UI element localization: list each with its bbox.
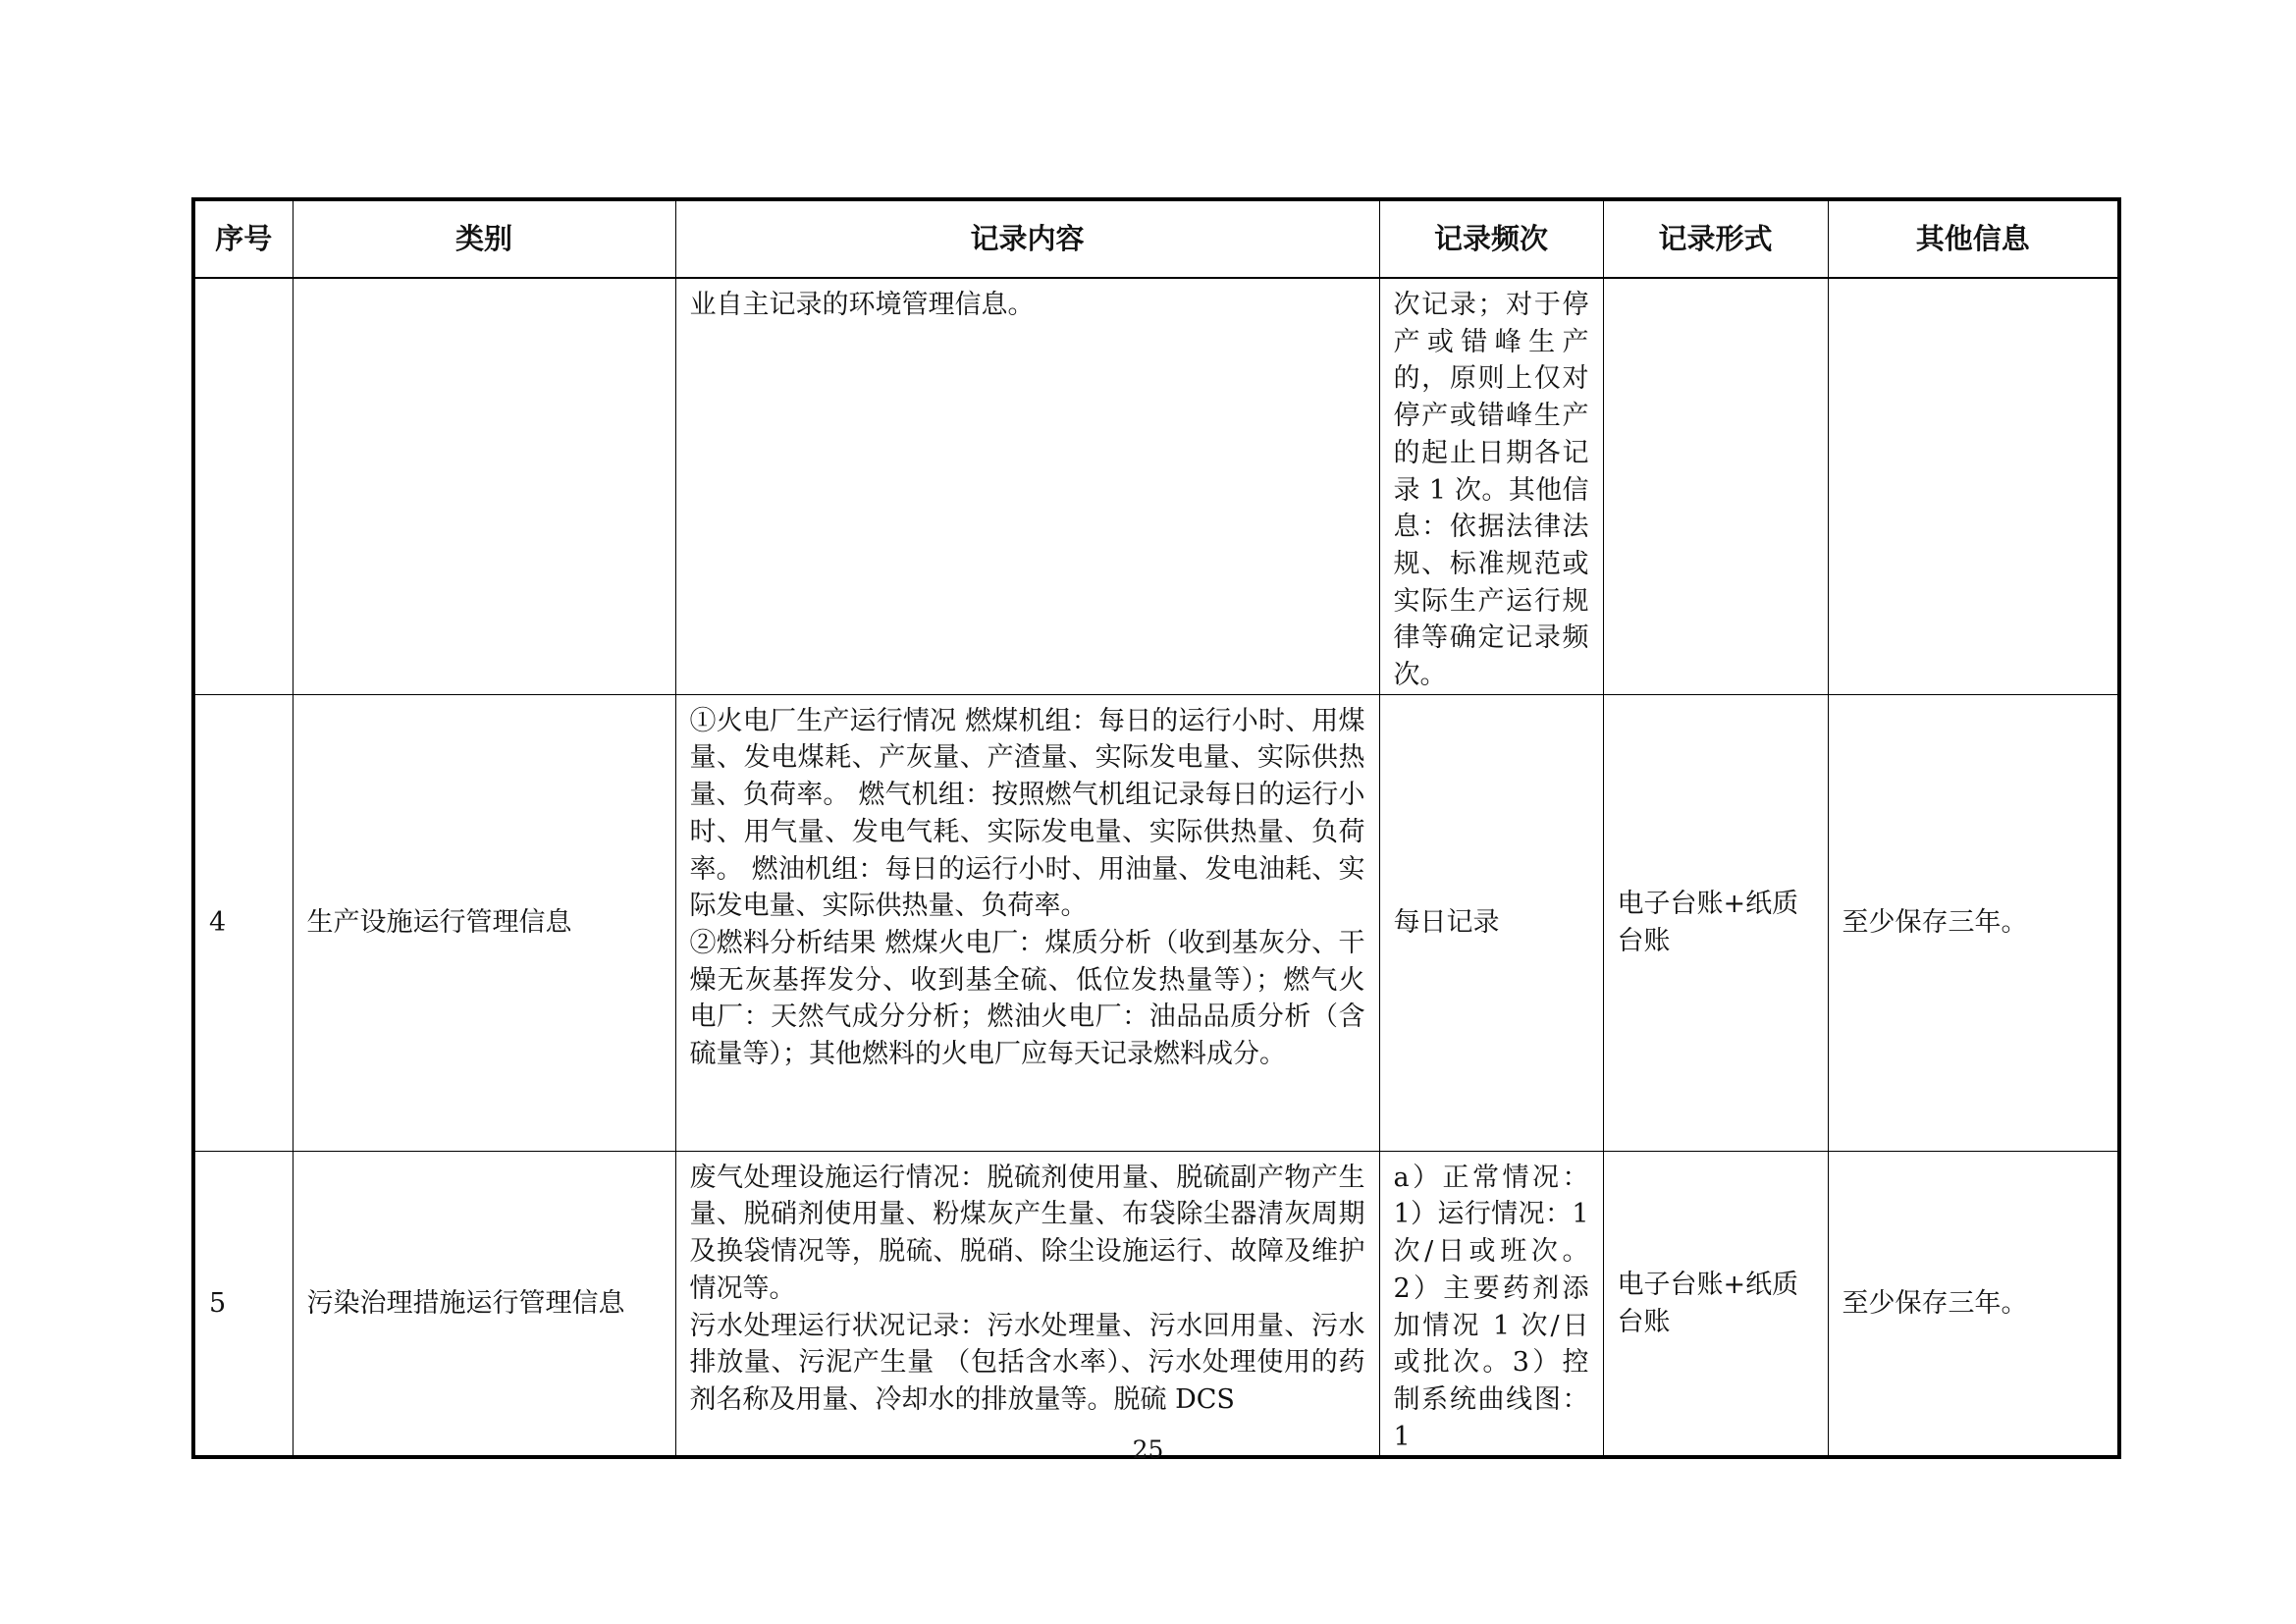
content-paragraph: 业自主记录的环境管理信息。 xyxy=(689,290,1035,320)
cell-category xyxy=(293,278,675,694)
cell-other-info: 至少保存三年。 xyxy=(1828,1151,2119,1457)
page-number: 25 xyxy=(1132,1435,1164,1464)
header-record-content: 记录内容 xyxy=(675,199,1379,278)
content-paragraph: 污水处理运行状况记录：污水处理量、污水回用量、污水排放量、污泥产生量 （包括含水率）、污水处理使用的药剂名称及用量、冷却水的排放量等。脱硫 DCS xyxy=(689,1310,1365,1415)
cell-serial-no xyxy=(193,278,293,694)
table-header-row xyxy=(193,199,2119,278)
cell-category: 生产设施运行管理信息 xyxy=(293,694,675,1151)
cell-other-info: 至少保存三年。 xyxy=(1828,694,2119,1151)
header-record-frequency: 记录频次 xyxy=(1379,199,1603,278)
table-row xyxy=(193,1151,2119,1457)
table-row xyxy=(193,278,2119,694)
cell-record-frequency: 每日记录 xyxy=(1379,694,1603,1151)
record-table xyxy=(191,197,2121,1459)
cell-other-info xyxy=(1828,278,2119,694)
cell-record-form: 电子台账+纸质台账 xyxy=(1603,694,1828,1151)
cell-serial-no: 5 xyxy=(193,1151,293,1457)
cell-record-form: 电子台账+纸质台账 xyxy=(1603,1151,1828,1457)
header-other-info: 其他信息 xyxy=(1828,199,2119,278)
cell-record-form xyxy=(1603,278,1828,694)
cell-record-content xyxy=(675,694,1379,1151)
content-paragraph: ②燃料分析结果 燃煤火电厂：煤质分析（收到基灰分、干燥无灰基挥发分、收到基全硫、低位发热量等）；燃气火电厂：天然气成分分析；燃油火电厂：油品品质分析（含硫量等）；其他燃料的火电厂应每天记录燃料成分。 xyxy=(689,927,1365,1070)
cell-record-content xyxy=(675,278,1379,694)
header-record-form: 记录形式 xyxy=(1603,199,1828,278)
cell-record-frequency: 次记录；对于停产或错峰生产的，原则上仅对停产或错峰生产的起止日期各记录 1 次。其他信息：依据法律法规、标准规范或实际生产运行规律等确定记录频次。 xyxy=(1379,278,1603,694)
cell-record-content xyxy=(675,1151,1379,1457)
content-paragraph: 废气处理设施运行情况：脱硫剂使用量、脱硫副产物产生量、脱硝剂使用量、粉煤灰产生量、布袋除尘器清灰周期及换袋情况等，脱硫、脱硝、除尘设施运行、故障及维护情况等。 xyxy=(689,1162,1365,1304)
content-paragraph: ①火电厂生产运行情况 燃煤机组：每日的运行小时、用煤量、发电煤耗、产灰量、产渣量、实际发电量、实际供热量、负荷率。 燃气机组：按照燃气机组记录每日的运行小时、用气量、发电气耗、实际发电量、实际供热量、负荷率。 燃油机组：每日的运行小时、用油量、发电油耗、实际发电量、实际供热量、负荷率。 xyxy=(689,705,1365,922)
header-serial-no: 序号 xyxy=(193,199,293,278)
cell-category: 污染治理措施运行管理信息 xyxy=(293,1151,675,1457)
cell-record-frequency: a）正常情况：1）运行情况：1 次/日或班次。2）主要药剂添加情况 1 次/日或批次。3）控制系统曲线图：1 xyxy=(1379,1151,1603,1457)
cell-serial-no: 4 xyxy=(193,694,293,1151)
table-row xyxy=(193,694,2119,1151)
header-category: 类别 xyxy=(293,199,675,278)
